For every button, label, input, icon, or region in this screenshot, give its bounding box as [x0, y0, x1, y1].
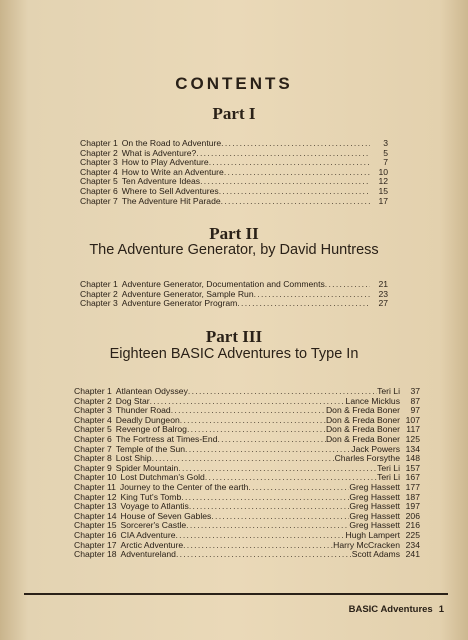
chapter-author: Greg Hassett: [349, 510, 400, 521]
part-2-toc: [80, 280, 388, 309]
chapter-label: Chapter 4: [74, 414, 112, 425]
chapter-title: Deadly Dungeon: [115, 414, 180, 425]
chapter-page: 177: [405, 481, 420, 492]
chapter-author: Teri Li: [377, 462, 400, 473]
chapter-label: Chapter 7: [80, 195, 118, 206]
chapter-label: Chapter 1: [80, 138, 118, 148]
dot-leader: [200, 177, 370, 187]
chapter-label: Chapter 2: [74, 395, 112, 406]
chapter-title: Atlantean Odyssey: [115, 386, 188, 396]
chapter-author: Hugh Lampert: [345, 529, 400, 540]
chapter-label: Chapter 17: [74, 539, 117, 550]
part-3-subtitle: Eighteen BASIC Adventures to Type In: [109, 346, 359, 362]
part-3-heading: Part III: [205, 327, 263, 346]
chapter-title: On the Road to Adventure: [121, 138, 222, 148]
chapter-page: 134: [405, 443, 420, 454]
chapter-page: 234: [405, 539, 420, 550]
chapter-title: Ten Adventure Ideas: [121, 176, 201, 187]
dot-leader: [248, 483, 349, 493]
chapter-author: Harry McCracken: [333, 539, 400, 550]
chapter-page: 17: [378, 195, 388, 206]
chapter-title: Adventure Generator Program: [121, 298, 238, 309]
footer-rule: [24, 593, 448, 595]
dot-leader: [217, 435, 325, 445]
chapter-label: Chapter 3: [74, 405, 112, 416]
chapter-page: 216: [405, 520, 420, 531]
chapter-label: Chapter 11: [74, 481, 116, 492]
chapter-page: 87: [410, 395, 420, 406]
part-2-heading: Part II: [209, 224, 259, 243]
dot-leader: [186, 521, 349, 531]
chapter-title: Adventure Generator, Documentation and Comments: [121, 279, 325, 289]
chapter-label: Chapter 9: [74, 462, 112, 473]
chapter-page: 167: [405, 472, 420, 483]
dot-leader: [181, 493, 349, 503]
chapter-page: 197: [405, 501, 420, 512]
dot-leader: [150, 397, 346, 407]
page-title: CONTENTS: [175, 74, 293, 93]
chapter-label: Chapter 2: [80, 147, 118, 158]
dot-leader: [237, 299, 370, 309]
chapter-label: Chapter 7: [74, 443, 112, 454]
chapter-page: 27: [378, 298, 388, 309]
chapter-page: 97: [410, 405, 420, 416]
chapter-author: Lance Micklus: [345, 395, 400, 406]
toc-entry: [80, 299, 388, 309]
chapter-label: Chapter 5: [74, 424, 112, 435]
dot-leader: [254, 290, 370, 300]
chapter-label: Chapter 6: [80, 185, 118, 196]
chapter-label: Chapter 3: [80, 298, 118, 309]
footer-page-number: 1: [438, 604, 444, 615]
chapter-label: Chapter 16: [74, 529, 117, 540]
chapter-page: 23: [378, 288, 388, 299]
chapter-author: Greg Hassett: [349, 520, 400, 531]
chapter-page: 7: [383, 157, 388, 168]
dot-leader: [171, 406, 326, 416]
chapter-page: 37: [410, 386, 420, 396]
chapter-page: 117: [406, 424, 420, 435]
chapter-author: Don & Freda Boner: [325, 433, 400, 444]
dot-leader: [189, 502, 350, 512]
chapter-label: Chapter 18: [74, 549, 117, 560]
dot-leader: [211, 512, 349, 522]
dot-leader: [152, 454, 335, 464]
chapter-title: Thunder Road: [115, 405, 171, 416]
chapter-title: Sorcerer's Castle: [120, 520, 187, 531]
chapter-page: 206: [405, 510, 420, 521]
footer: [349, 604, 444, 615]
chapter-title: Where to Sell Adventures: [121, 185, 219, 196]
chapter-author: Charles Forsythe: [334, 453, 400, 464]
chapter-title: Dog Star: [115, 395, 150, 406]
chapter-author: Greg Hassett: [349, 501, 400, 512]
chapter-title: Lost Dutchman's Gold: [120, 472, 205, 483]
dot-leader: [209, 158, 370, 168]
chapter-label: Chapter 1: [74, 386, 112, 396]
chapter-page: 3: [383, 138, 388, 148]
chapter-title: Lost Ship: [115, 453, 152, 464]
chapter-title: The Adventure Hit Parade: [121, 195, 221, 206]
chapter-author: Don & Freda Boner: [325, 405, 400, 416]
chapter-title: Adventureland: [120, 549, 176, 560]
footer-book-title: BASIC Adventures: [348, 604, 433, 615]
chapter-label: Chapter 3: [80, 157, 118, 168]
dot-leader: [224, 168, 370, 178]
chapter-title: Spider Mountain: [115, 462, 179, 473]
dot-leader: [221, 197, 370, 207]
toc-entry: [74, 550, 420, 560]
chapter-label: Chapter 6: [74, 433, 112, 444]
dot-leader: [185, 445, 351, 455]
chapter-author: Don & Freda Boner: [325, 414, 400, 425]
chapter-page: 157: [405, 462, 420, 473]
chapter-author: Greg Hassett: [349, 481, 400, 492]
chapter-label: Chapter 10: [74, 472, 117, 483]
chapter-page: 12: [378, 176, 388, 187]
chapter-title: What is Adventure?: [121, 147, 197, 158]
chapter-label: Chapter 4: [80, 166, 118, 177]
chapter-page: 21: [378, 279, 388, 289]
chapter-label: Chapter 5: [80, 176, 118, 187]
chapter-title: Temple of the Sun: [115, 443, 186, 454]
dot-leader: [219, 187, 370, 197]
chapter-title: Voyage to Atlantis: [120, 501, 189, 512]
chapter-label: Chapter 13: [74, 501, 117, 512]
dot-leader: [180, 416, 326, 426]
dot-leader: [183, 541, 333, 551]
chapter-label: Chapter 2: [80, 288, 118, 299]
part-3-toc: [74, 387, 420, 560]
chapter-label: Chapter 1: [80, 279, 118, 289]
chapter-page: 10: [378, 166, 388, 177]
dot-leader: [196, 149, 370, 159]
dot-leader: [178, 464, 377, 474]
chapter-title: King Tut's Tomb: [120, 491, 182, 502]
dot-leader: [325, 280, 370, 290]
chapter-title: How to Write an Adventure: [121, 166, 224, 177]
dot-leader: [176, 550, 352, 560]
part-1-toc: [80, 139, 388, 206]
chapter-title: The Fortress at Times-End: [115, 433, 218, 444]
chapter-title: House of Seven Gables: [120, 510, 212, 521]
chapter-page: 15: [378, 185, 388, 196]
chapter-title: Revenge of Balrog: [115, 424, 187, 435]
chapter-label: Chapter 15: [74, 520, 117, 531]
part-2-subtitle: The Adventure Generator, by David Huntress: [89, 242, 379, 258]
chapter-label: Chapter 12: [74, 491, 117, 502]
part-1-heading: Part I: [212, 104, 256, 123]
chapter-title: Journey to the Center of the earth: [119, 481, 249, 492]
chapter-author: Teri Li: [377, 472, 400, 483]
chapter-title: Adventure Generator, Sample Run: [121, 288, 254, 299]
chapter-author: Teri Li: [377, 386, 400, 396]
chapter-title: Arctic Adventure: [120, 539, 184, 550]
chapter-label: Chapter 14: [74, 510, 117, 521]
chapter-author: Greg Hassett: [349, 491, 400, 502]
dot-leader: [221, 139, 370, 149]
toc-entry: [80, 197, 388, 207]
chapter-page: 225: [405, 529, 420, 540]
chapter-page: 148: [405, 453, 420, 464]
chapter-label: Chapter 8: [74, 453, 112, 464]
chapter-page: 187: [405, 491, 420, 502]
chapter-page: 5: [383, 147, 388, 158]
chapter-author: Jack Powers: [351, 443, 400, 454]
chapter-title: How to Play Adventure: [121, 157, 209, 168]
dot-leader: [175, 531, 345, 541]
chapter-author: Scott Adams: [351, 549, 400, 560]
chapter-page: 125: [405, 433, 420, 444]
chapter-page: 241: [405, 549, 420, 560]
chapter-page: 107: [405, 414, 420, 425]
chapter-title: CIA Adventure: [120, 529, 176, 540]
chapter-author: Don & Freda Boner: [325, 424, 400, 435]
